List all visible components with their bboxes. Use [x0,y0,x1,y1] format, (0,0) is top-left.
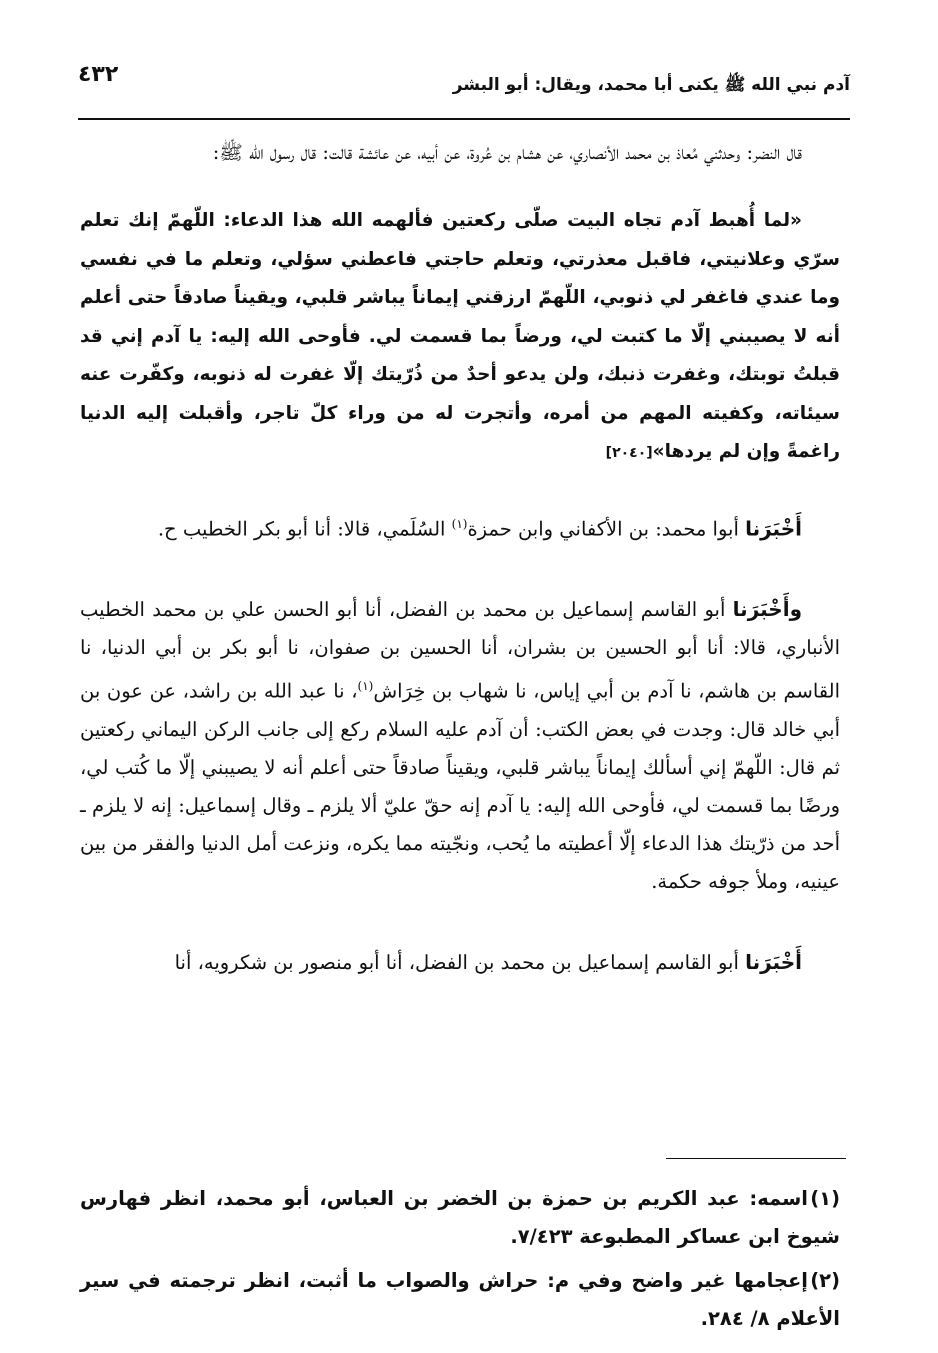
narration-paragraph: قال النضر: وحدثني مُعاذ بن محمد الأنصاري، عن هشام بن عُروة، عن أبيه، عن عائشة قالت: قال رسول الله ﷺ: [212,141,802,164]
akhbarana-keyword: أَخْبَرَنا [745,949,802,974]
footnote-marker: (١) [357,679,374,693]
footnote-marker: (١) [451,516,468,531]
akhbarana-keyword: وأَخْبَرَنا [732,597,802,621]
footnote-rule [666,1158,846,1159]
footnote-item [80,1180,840,1256]
page-header [78,60,850,112]
footnote-item [80,1262,840,1338]
page-number: ٤٣٢ [78,62,119,87]
isnad-text: أبو القاسم إسماعيل بن محمد بن الفضل، أنا أبو الحسن علي بن محمد الخطيب الأنباري، قالا: أنا أبو الحسين بن بشران، أنا الحسين بن صفوان، نا أبو بكر بن أبي الدنيا، نا القاسم بن هاشم، نا آدم بن أبي إياس، نا شهاب بن خِرَاش [80,598,840,703]
hadith-reference: [٢٠٤٠] [605,445,653,461]
header-rule [78,118,850,120]
isnad-text: أبوا محمد: بن الأكفاني وابن حمزة [467,517,746,540]
footnotes [80,1180,840,1344]
akhbarana-keyword: أَخْبَرَنا [745,516,802,540]
isnad-paragraph-2 [80,590,840,901]
running-title: آدم نبي الله ﷺ يكنى أبا محمد، ويقال: أبو البشر [452,75,850,95]
footnote-text: إعجامها غير واضح وفي م: حراش والصواب ما أثبت، انظر ترجمته في سير الأعلام ٨/ ٢٨٤. [80,1269,840,1330]
isnad-text: أبو القاسم إسماعيل بن محمد بن الفضل، أنا أبو منصور بن شكرويه، أنا [174,950,746,974]
footnote-number: (١) [810,1187,840,1210]
isnad-paragraph-3 [80,943,840,982]
isnad-paragraph-1 [80,505,840,549]
hadith-paragraph [80,202,840,473]
footnote-number: (٢) [810,1269,840,1292]
isnad-text: ، نا عبد الله بن راشد، عن عون بن أبي خالد قال: وجدت في بعض الكتب: أن آدم عليه السلام ركع إلى جانب الركن اليماني ركعتين ثم قال: اللّهمّ إني أسألك إيماناً يباشر قلبي، ويقيناً صادقاً حتى أعلم أنه لا يصيبني إلّا ما كُتب لي، ورضًا بما قسمت لي، فأوحى الله إليه: يا آدم إنه حقّ عليّ ألا يلزم ـ وقال إسماعيل: إنه لا يلزم ـ أحد من ذرّيتك هذا الدعاء إلّا أعطيته ما يُحب، ونجّيته مما يكره، ونزعت أمل الدنيا والفقر من بين عينيه، وملأ جوفه حكمة. [80,679,840,893]
footnote-text: اسمه: عبد الكريم بن حمزة بن الخضر بن العباس، أبو محمد، انظر فهارس شيوخ ابن عساكر المطبوعة ٧/٤٢٣. [80,1187,840,1248]
hadith-text: «لما أُهبط آدم تجاه البيت صلّى ركعتين فألهمه الله هذا الدعاء: اللّهمّ إنك تعلم سرّي وعلانيتي، فاقبل معذرتي، وتعلم حاجتي فاعطني سؤلي، وتعلم ما في نفسي وما عندي فاغفر لي ذنوبي، اللّهمّ ارزقني إيماناً يباشر قلبي، ويقيناً صادقاً حتى أعلم أنه لا يصيبني إلّا ما كتبت لي، ورضاً بما قسمت لي. فأوحى الله إليه: يا آدم إني قد قبلتُ توبتك، وغفرت ذنبك، ولن يدعو أحدٌ من ذُرّيتك إلّا غفرت له ذنوبه، وكفّرت عنه سيئاته، وكفيته المهم من أمره، وأتجرت له من وراء كلّ تاجر، وأقبلت إليه الدنيا راغمةً وإن لم يردها» [80,210,840,462]
main-text [80,134,840,982]
isnad-text: السُلَمي، قالا: أنا أبو بكر الخطيب ح. [157,517,452,540]
